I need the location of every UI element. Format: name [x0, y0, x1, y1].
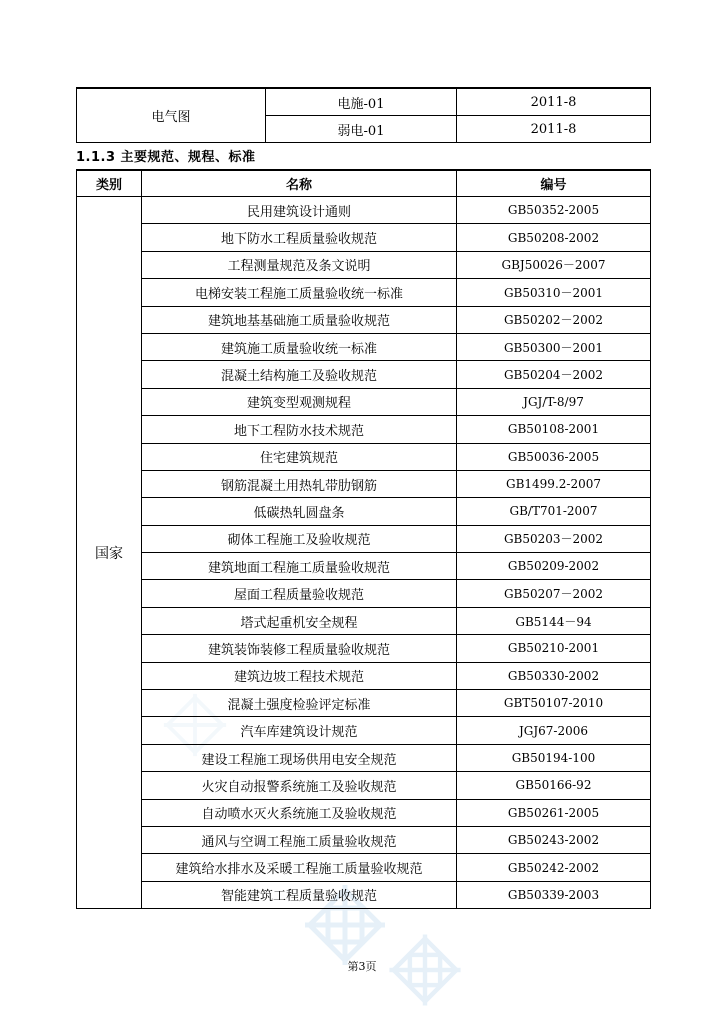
header-code: 编号 — [457, 170, 651, 197]
table-row — [77, 744, 651, 771]
standard-name-cell: 屋面工程质量验收规范 — [142, 580, 457, 607]
standard-code-cell: GB50352-2005 — [457, 197, 651, 224]
standard-name-cell: 钢筋混凝土用热轧带肋钢筋 — [142, 470, 457, 497]
standard-name-cell: 混凝土结构施工及验收规范 — [142, 361, 457, 388]
table-row — [77, 662, 651, 689]
standard-name-cell: 低碳热轧圆盘条 — [142, 498, 457, 525]
table-row — [77, 854, 651, 881]
table-row — [77, 498, 651, 525]
drawing-list-table — [76, 87, 651, 143]
standard-code-cell: GB50166-92 — [457, 772, 651, 799]
standard-name-cell: 建筑边坡工程技术规范 — [142, 662, 457, 689]
standard-code-cell: GB1499.2-2007 — [457, 470, 651, 497]
standard-name-cell: 混凝土强度检验评定标准 — [142, 690, 457, 717]
standard-code-cell: GB/T701-2007 — [457, 498, 651, 525]
drawing-category-cell: 电气图 — [77, 88, 266, 143]
table-row — [77, 553, 651, 580]
table-row — [77, 690, 651, 717]
standard-name-cell: 自动喷水灭火系统施工及验收规范 — [142, 799, 457, 826]
standard-code-cell: GB50207－2002 — [457, 580, 651, 607]
standard-code-cell: GB50339-2003 — [457, 881, 651, 908]
standard-code-cell: GB50202－2002 — [457, 306, 651, 333]
standard-name-cell: 工程测量规范及条文说明 — [142, 251, 457, 278]
table-row — [77, 635, 651, 662]
drawing-name-cell: 弱电-01 — [266, 116, 457, 143]
standard-code-cell: GB50204－2002 — [457, 361, 651, 388]
table-row — [77, 88, 651, 116]
standard-name-cell: 智能建筑工程质量验收规范 — [142, 881, 457, 908]
standard-code-cell: JGJ67-2006 — [457, 717, 651, 744]
header-category: 类别 — [77, 170, 142, 197]
standard-name-cell: 地下工程防水技术规范 — [142, 416, 457, 443]
drawing-name-cell: 电施-01 — [266, 88, 457, 116]
standard-name-cell: 塔式起重机安全规程 — [142, 607, 457, 634]
standard-code-cell: GB50036-2005 — [457, 443, 651, 470]
category-cell: 国家 — [77, 197, 142, 909]
standard-name-cell: 建筑给水排水及采暖工程施工质量验收规范 — [142, 854, 457, 881]
table-row — [77, 416, 651, 443]
standard-name-cell: 民用建筑设计通则 — [142, 197, 457, 224]
standard-name-cell: 汽车库建筑设计规范 — [142, 717, 457, 744]
table-row — [77, 279, 651, 306]
table-row — [77, 306, 651, 333]
standard-name-cell: 建设工程施工现场供用电安全规范 — [142, 744, 457, 771]
table-row — [77, 470, 651, 497]
table-row — [77, 443, 651, 470]
header-name: 名称 — [142, 170, 457, 197]
standard-code-cell: GB50108-2001 — [457, 416, 651, 443]
standards-table — [76, 169, 651, 909]
table-row — [77, 580, 651, 607]
table-row — [77, 197, 651, 224]
standard-name-cell: 砌体工程施工及验收规范 — [142, 525, 457, 552]
standard-code-cell: GB50243-2002 — [457, 826, 651, 853]
standard-name-cell: 住宅建筑规范 — [142, 443, 457, 470]
drawing-date-cell: 2011-8 — [457, 88, 651, 116]
standard-code-cell: GBT50107-2010 — [457, 690, 651, 717]
table-row — [77, 717, 651, 744]
standards-table-body — [77, 197, 651, 909]
standard-name-cell: 建筑施工质量验收统一标准 — [142, 333, 457, 360]
table-row — [77, 388, 651, 415]
standard-code-cell: GB50330-2002 — [457, 662, 651, 689]
drawing-date-cell: 2011-8 — [457, 116, 651, 143]
table-row — [77, 333, 651, 360]
section-heading: 1.1.3 主要规范、规程、标准 — [76, 150, 256, 165]
page-number: 第3页 — [347, 960, 377, 973]
table-row — [77, 826, 651, 853]
standard-name-cell: 火灾自动报警系统施工及验收规范 — [142, 772, 457, 799]
standard-code-cell: GB50300－2001 — [457, 333, 651, 360]
table-header-row — [77, 170, 651, 197]
table-row — [77, 607, 651, 634]
standard-name-cell: 建筑变型观测规程 — [142, 388, 457, 415]
table-row — [77, 251, 651, 278]
standard-code-cell: GB50261-2005 — [457, 799, 651, 826]
table-row — [77, 799, 651, 826]
standard-code-cell: GB50210-2001 — [457, 635, 651, 662]
table-row — [77, 361, 651, 388]
standard-code-cell: GB50203－2002 — [457, 525, 651, 552]
standard-code-cell: GB50209-2002 — [457, 553, 651, 580]
table-row — [77, 224, 651, 251]
standard-name-cell: 建筑地基基础施工质量验收规范 — [142, 306, 457, 333]
standard-name-cell: 通风与空调工程施工质量验收规范 — [142, 826, 457, 853]
standard-code-cell: GB50242-2002 — [457, 854, 651, 881]
table-row — [77, 881, 651, 908]
standard-name-cell: 建筑装饰装修工程质量验收规范 — [142, 635, 457, 662]
standard-code-cell: GBJ50026－2007 — [457, 251, 651, 278]
table-row — [77, 772, 651, 799]
standard-code-cell: JGJ/T-8/97 — [457, 388, 651, 415]
standard-name-cell: 地下防水工程质量验收规范 — [142, 224, 457, 251]
standard-name-cell: 建筑地面工程施工质量验收规范 — [142, 553, 457, 580]
table-row — [77, 525, 651, 552]
standard-code-cell: GB50208-2002 — [457, 224, 651, 251]
standard-code-cell: GB50310－2001 — [457, 279, 651, 306]
standard-code-cell: GB50194-100 — [457, 744, 651, 771]
standard-code-cell: GB5144－94 — [457, 607, 651, 634]
standard-name-cell: 电梯安装工程施工质量验收统一标准 — [142, 279, 457, 306]
